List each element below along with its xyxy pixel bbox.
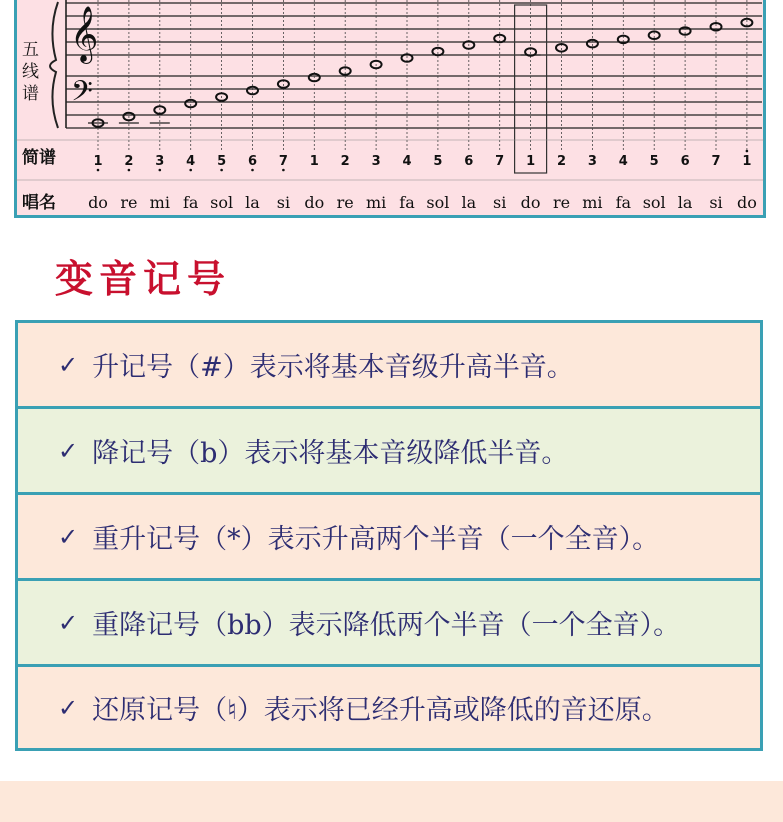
rule-text: 升记号（#）表示将基本音级升高半音。 [92,352,574,383]
solfege-label: la [677,193,693,212]
staff-chart [14,0,766,218]
jianpu-number: 5 [217,154,227,169]
rule-text: 降记号（b）表示将基本音级降低半音。 [92,438,569,469]
rule-row-sharp [18,323,760,409]
solfege-label: do [520,193,541,212]
octave-dot [97,169,100,172]
staff-label: 谱 [22,84,39,104]
octave-dot [746,150,749,153]
rule-row-double-flat [18,581,760,667]
solfege-label: re [552,193,571,212]
solfege-label: fa [615,193,632,212]
staff-label: 线 [22,62,39,82]
solfege-label: do [304,193,325,212]
jianpu-number: 1 [742,154,752,169]
checkmark-icon: ✓ [58,693,79,722]
jianpu-number: 5 [433,154,443,169]
jianpu-number: 2 [124,154,134,169]
jianpu-number: 6 [247,154,258,169]
octave-dot [220,169,223,172]
jianpu-number: 7 [278,154,288,169]
jianpu-number: 1 [526,154,536,169]
solfege-label: re [336,193,354,212]
staff-label: 五 [22,40,39,60]
section-title: 变音记号 [55,256,232,301]
solfege-label: la [461,193,477,212]
jianpu-number: 1 [93,154,103,169]
solfege-label: re [120,193,138,212]
jianpu-number: 2 [340,154,350,169]
treble-clef-icon: 𝄞 [70,6,99,62]
changming-label: 唱名 [22,193,56,213]
jianpu-number: 7 [495,154,505,169]
jianpu-number: 2 [556,154,567,169]
solfege-label: mi [149,193,170,212]
solfege-label: si [276,193,291,212]
solfege-label: do [736,193,757,212]
bass-clef-icon: 𝄢 [71,75,93,115]
jianpu-number: 4 [186,154,196,169]
solfege-label: sol [642,193,666,212]
solfege-label: si [493,193,507,212]
solfege-label: sol [210,193,234,212]
octave-dot [282,169,285,172]
jianpu-number: 4 [618,154,628,169]
octave-dot [159,169,162,172]
rules-table [15,320,763,751]
jianpu-number: 3 [155,154,165,169]
solfege-label: si [709,193,723,212]
rule-text: 还原记号（♮）表示将已经升高或降低的音还原。 [92,695,669,726]
jianpu-number: 7 [711,154,721,169]
rule-row-natural [18,667,760,748]
jianpu-number: 5 [649,154,659,169]
jianpu-label: 简谱 [22,148,56,168]
rule-text: 重降记号（bb）表示降低两个半音（一个全音）。 [92,610,681,641]
jianpu-number: 6 [680,154,690,169]
jianpu-number: 3 [371,154,381,169]
jianpu-number: 4 [402,154,412,169]
rule-row-flat [18,409,760,495]
rule-row-double-sharp [18,495,760,581]
octave-dot [128,169,131,172]
checkmark-icon: ✓ [58,436,79,465]
checkmark-icon: ✓ [58,350,79,379]
bottom-band [0,781,783,822]
solfege-label: mi [365,193,387,212]
rule-text: 重升记号（*）表示升高两个半音（一个全音）。 [92,524,660,555]
solfege-label: la [245,193,260,212]
solfege-label: mi [582,193,603,212]
solfege-label: do [88,193,108,212]
octave-dot [189,169,192,172]
solfege-label: fa [182,193,199,212]
jianpu-number: 6 [464,154,474,169]
staff-chart-panel [14,0,766,218]
checkmark-icon: ✓ [58,608,79,637]
jianpu-number: 1 [309,154,319,169]
octave-dot [251,169,254,172]
checkmark-icon: ✓ [58,522,79,551]
solfege-label: fa [399,193,415,212]
jianpu-number: 3 [587,154,597,169]
solfege-label: sol [426,193,450,212]
